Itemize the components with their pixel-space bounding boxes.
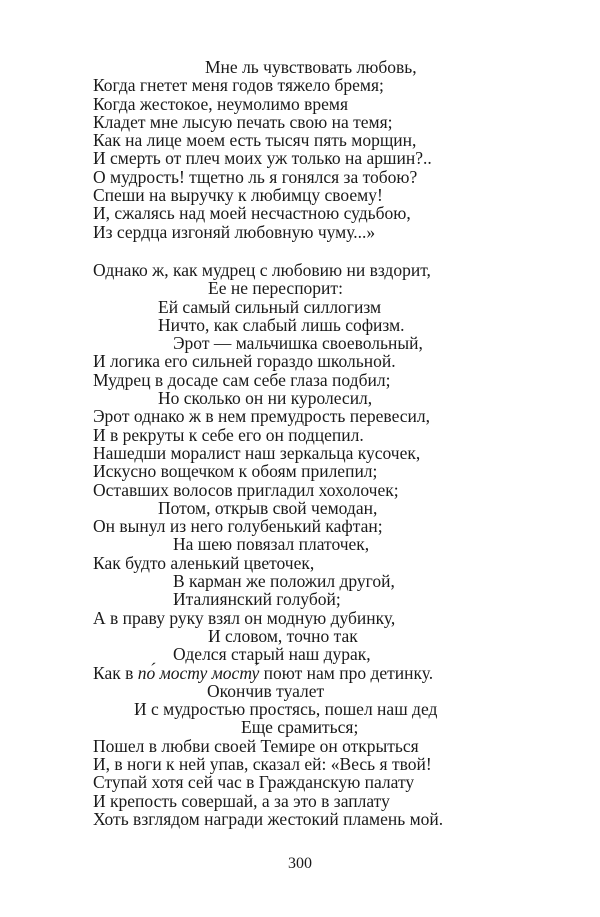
verse-line: Еще срамиться; <box>241 717 359 738</box>
verse-line: Нашедши моралист наш зеркальца кусочек, <box>93 442 421 463</box>
verse-line: Мудрец в досаде сам себе глаза подбил; <box>93 369 391 390</box>
verse-line: Оставших волосов пригладил хохолочек; <box>93 479 399 500</box>
verse-line: И крепость совершай, а за это в заплату <box>93 790 390 811</box>
verse-line: Кладет мне лысую печать свою на темя; <box>93 111 393 132</box>
stanza-2 <box>0 261 600 828</box>
verse-line: И словом, точно так <box>208 625 358 646</box>
verse-line: Он вынул из него голубенький кафтан; <box>93 516 383 537</box>
verse-line: Пошел в любви своей Темире он открыться <box>93 735 419 756</box>
verse-line: И, сжалясь над моей несчастною судьбою, <box>93 203 411 224</box>
verse-line: И смерть от плеч моих уж только на аршин?.. <box>93 148 432 169</box>
verse-line: Оделся старый наш дурак, <box>173 644 371 665</box>
verse-line: Хоть взглядом награди жестокий пламень мой. <box>93 808 444 829</box>
verse-line: Ступай хотя сей час в Гражданскую палату <box>93 772 415 793</box>
verse-line-song-title <box>0 664 600 682</box>
verse-line: Потом, открыв свой чемодан, <box>158 497 378 518</box>
verse-line: Эрот однако ж в нем премудрость перевесил, <box>93 406 431 427</box>
verse-line: И в рекруты к себе его он подцепил. <box>93 424 364 445</box>
verse-line: Как на лице моем есть тысяч пять морщин, <box>93 130 417 151</box>
verse-line: На шею повязал платочек, <box>173 534 370 555</box>
verse-line: Из сердца изгоняй любовную чуму...» <box>93 221 376 242</box>
verse-line: Когда жестокое, неумолимо время <box>93 93 349 114</box>
stanza-1 <box>0 58 600 241</box>
song-title-italic: по́ мосту мосту́ <box>137 662 260 683</box>
verse-line: Ей самый сильный силлогизм <box>158 296 382 317</box>
verse-line: Ничто, как слабый лишь софизм. <box>158 314 405 335</box>
verse-line: Эрот — мальчишка своевольный, <box>173 333 423 354</box>
verse-line: Спеши на выручку к любимцу своему! <box>93 185 383 206</box>
page-number: 300 <box>288 855 312 872</box>
verse-line: Однако ж, как мудрец с любовию ни вздорит, <box>93 260 431 280</box>
verse-line: Окончив туалет <box>207 680 325 701</box>
verse-line: Когда гнетет меня годов тяжело бремя; <box>93 75 384 96</box>
verse-line: Как будто аленький цветочек, <box>93 552 315 573</box>
verse-line: И логика его сильней гораздо школьной. <box>93 351 396 372</box>
verse-line: Ее не переспорит: <box>208 278 343 299</box>
verse-line: А в праву руку взял он модную дубинку, <box>93 607 396 628</box>
verse-line: Но сколько он ни куролесил, <box>158 388 373 409</box>
verse-line: В карман же положил другой, <box>173 571 395 592</box>
verse-line: Искусно вощечком к обоям прилепил; <box>93 461 378 482</box>
verse-line: И с мудростью простясь, пошел наш дед <box>134 699 438 720</box>
song-line-after: поют нам про детинку. <box>259 662 434 683</box>
verse-line: Мне ль чувствовать любовь, <box>205 57 417 77</box>
verse-line: О мудрость! тщетно ль я гонялся за тобою? <box>93 166 418 187</box>
verse-line: Италиянский голубой; <box>173 589 341 610</box>
song-line-before: Как в <box>93 662 138 683</box>
verse-line: И, в ноги к ней упав, сказал ей: «Весь я твой! <box>93 754 432 775</box>
